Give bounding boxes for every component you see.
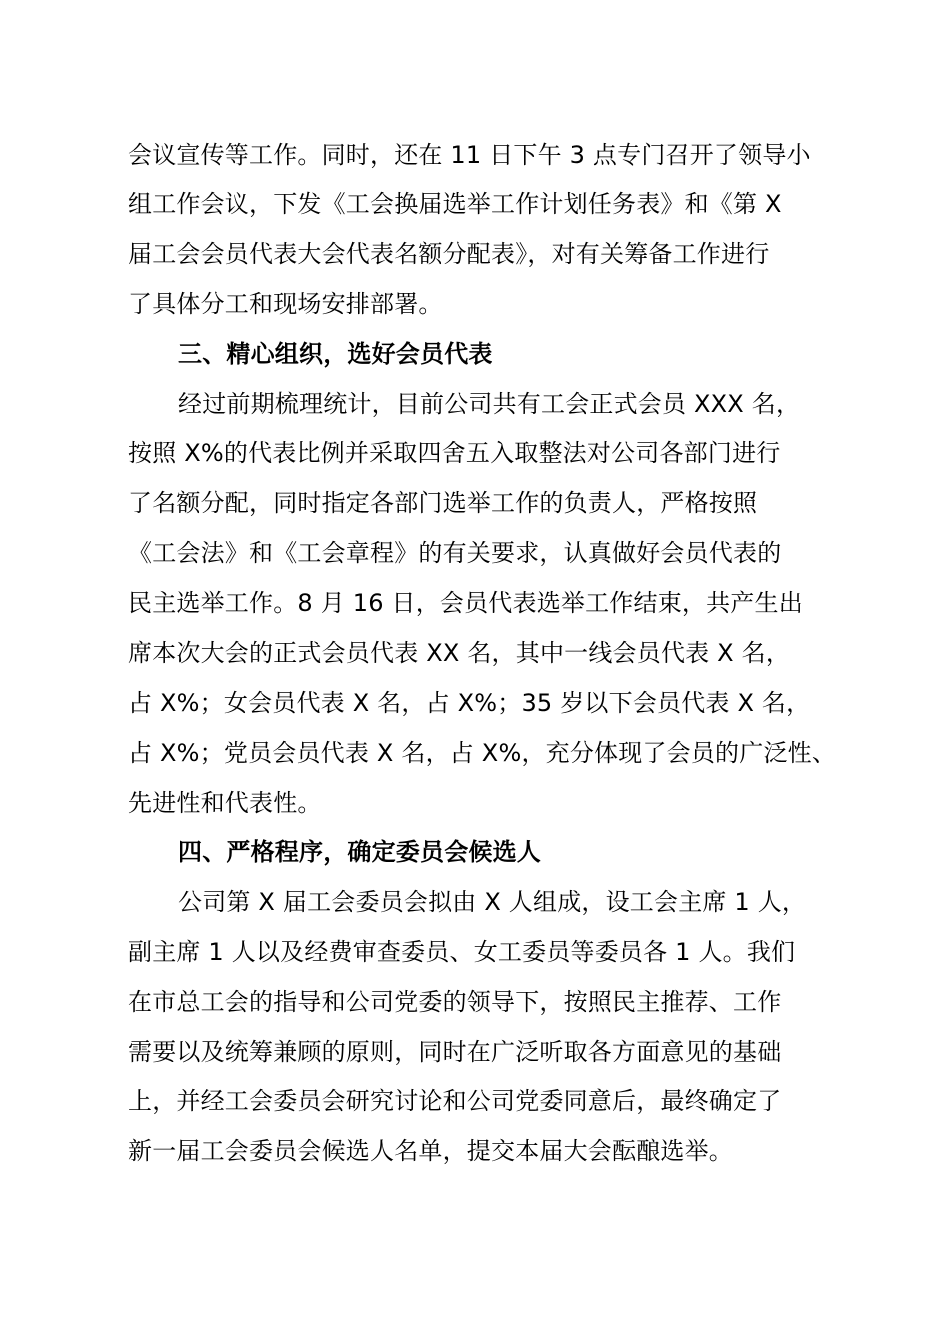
paragraph-line: 需要以及统筹兼顾的原则，同时在广泛听取各方面意见的基础: [128, 1038, 782, 1066]
paragraph-line: 会议宣传等工作。同时，还在 11 日下午 3 点专门召开了领导小: [128, 141, 811, 169]
paragraph-line: 经过前期梳理统计，目前公司共有工会正式会员 XXX 名，: [178, 390, 801, 418]
paragraph-line: 新一届工会委员会候选人名单，提交本届大会酝酿选举。: [128, 1137, 733, 1165]
paragraph-line: 席本次大会的正式会员代表 XX 名，其中一线会员代表 X 名，: [128, 639, 791, 667]
paragraph-line: 在市总工会的指导和公司党委的领导下，按照民主推荐、工作: [128, 988, 782, 1016]
paragraph-line: 了具体分工和现场安排部署。: [128, 290, 443, 318]
paragraph-line: 届工会会员代表大会代表名额分配表》，对有关筹备工作进行: [128, 240, 770, 268]
paragraph-line: 了名额分配，同时指定各部门选举工作的负责人，严格按照: [128, 489, 758, 517]
paragraph-line: 先进性和代表性。: [128, 789, 322, 817]
section-heading-4: 四、严格程序，确定委员会候选人: [178, 838, 541, 866]
paragraph-line: 组工作会议，下发《工会换届选举工作计划任务表》和《第 X: [128, 190, 782, 218]
paragraph-line: 公司第 X 届工会委员会拟由 X 人组成，设工会主席 1 人，: [178, 888, 807, 916]
paragraph-line: 占 X%；党员会员代表 X 名，占 X%，充分体现了会员的广泛性、: [128, 739, 837, 767]
paragraph-line: 占 X%；女会员代表 X 名，占 X%；35 岁以下会员代表 X 名，: [128, 689, 811, 717]
paragraph-line: 民主选举工作。8 月 16 日，会员代表选举工作结束，共产生出: [128, 589, 803, 617]
paragraph-line: 上，并经工会委员会研究讨论和公司党委同意后，最终确定了: [128, 1087, 782, 1115]
paragraph-line: 副主席 1 人以及经费审查委员、女工委员等委员各 1 人。我们: [128, 938, 796, 966]
section-heading-3: 三、精心组织，选好会员代表: [178, 340, 493, 368]
paragraph-line: 按照 X%的代表比例并采取四舍五入取整法对公司各部门进行: [128, 439, 781, 467]
paragraph-line: 《工会法》和《工会章程》的有关要求，认真做好会员代表的: [128, 539, 782, 567]
